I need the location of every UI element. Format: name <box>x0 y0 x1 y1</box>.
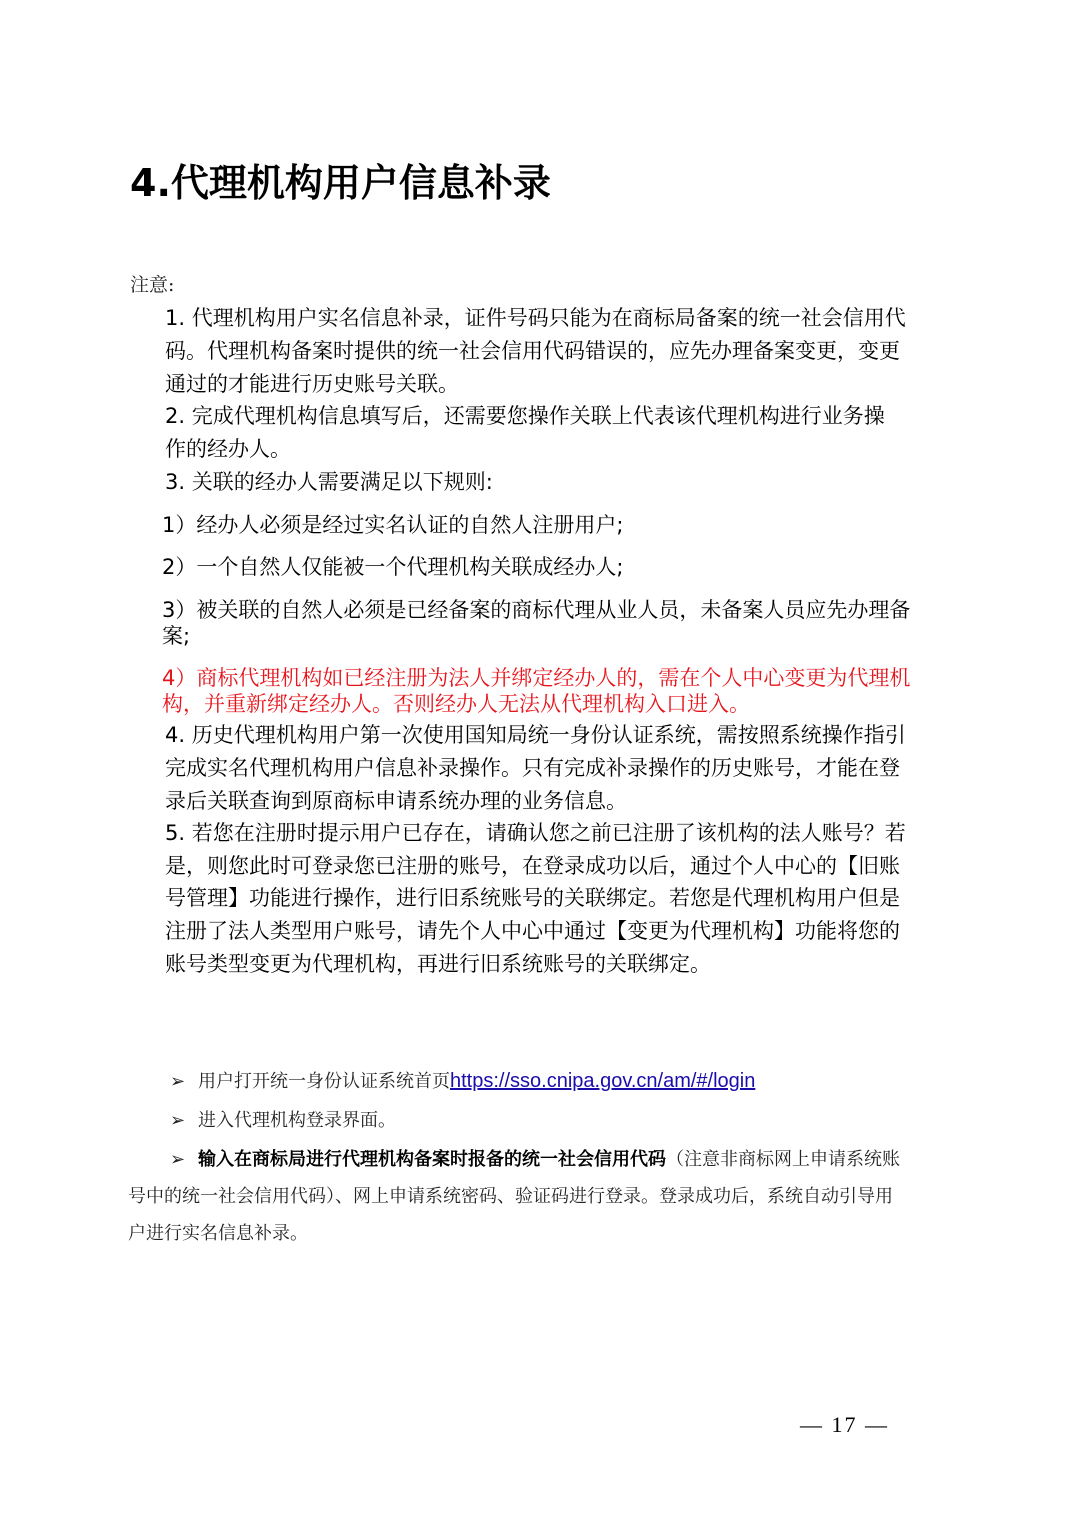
note-5-line: 5. 若您在注册时提示用户已存在，请确认您之前已注册了该机构的法人账号？若 <box>165 821 906 845</box>
sso-login-link[interactable]: https://sso.cnipa.gov.cn/am/#/login <box>450 1070 756 1092</box>
step-1-text: 用户打开统一身份认证系统首页 <box>198 1071 450 1092</box>
arrow-bullet-icon: ➢ <box>170 1110 186 1131</box>
note-1-line: 码。代理机构备案时提供的统一社会信用代码错误的，应先办理备案变更，变更 <box>165 339 900 363</box>
note-1-line: 通过的才能进行历史账号关联。 <box>165 372 459 396</box>
step-1 <box>170 1067 755 1093</box>
note-2-line: 作的经办人。 <box>165 437 291 461</box>
rule-4-line: 构，并重新绑定经办人。否则经办人无法从代理机构入口进入。 <box>162 692 750 716</box>
step-3 <box>170 1145 900 1171</box>
rule-3-line: 3）被关联的自然人必须是已经备案的商标代理从业人员，未备案人员应先办理备 <box>162 598 911 622</box>
rule-4-line: 4）商标代理机构如已经注册为法人并绑定经办人的，需在个人中心变更为代理机 <box>162 666 911 690</box>
note-4-line: 4. 历史代理机构用户第一次使用国知局统一身份认证系统，需按照系统操作指引 <box>165 723 906 747</box>
rule-3-line: 案; <box>162 624 191 648</box>
step-3-line: 号中的统一社会信用代码）、网上申请系统密码、验证码进行登录。登录成功后，系统自动引导用 <box>128 1186 893 1207</box>
note-5-line: 注册了法人类型用户账号，请先个人中心中通过【变更为代理机构】功能将您的 <box>165 919 900 943</box>
note-label: 注意: <box>130 274 175 296</box>
note-5-line: 是，则您此时可登录您已注册的账号，在登录成功以后，通过个人中心的【旧账 <box>165 854 900 878</box>
rule-1: 1）经办人必须是经过实名认证的自然人注册用户; <box>162 513 624 537</box>
arrow-bullet-icon: ➢ <box>170 1071 186 1092</box>
note-2-line: 2. 完成代理机构信息填写后，还需要您操作关联上代表该代理机构进行业务操 <box>165 404 885 428</box>
page-number: — 17 — <box>800 1412 889 1437</box>
note-1-line: 1. 代理机构用户实名信息补录，证件号码只能为在商标局备案的统一社会信用代 <box>165 306 906 330</box>
step-3-line: 户进行实名信息补录。 <box>128 1223 308 1244</box>
step-3-text: （注意非商标网上申请系统账 <box>666 1149 900 1170</box>
step-2-text: 进入代理机构登录界面。 <box>198 1110 396 1131</box>
step-2 <box>170 1106 396 1132</box>
note-5-line: 号管理】功能进行操作，进行旧系统账号的关联绑定。若您是代理机构用户但是 <box>165 886 900 910</box>
note-4-line: 完成实名代理机构用户信息补录操作。只有完成补录操作的历史账号，才能在登 <box>165 756 900 780</box>
rule-2: 2）一个自然人仅能被一个代理机构关联成经办人; <box>162 555 624 579</box>
note-5-line: 账号类型变更为代理机构，再进行旧系统账号的关联绑定。 <box>165 952 711 976</box>
arrow-bullet-icon: ➢ <box>170 1149 186 1170</box>
note-4-line: 录后关联查询到原商标申请系统办理的业务信息。 <box>165 789 627 813</box>
page-title: 4.代理机构用户信息补录 <box>130 161 551 205</box>
note-3: 3. 关联的经办人需要满足以下规则: <box>165 470 493 494</box>
step-3-bold-text: 输入在商标局进行代理机构备案时报备的统一社会信用代码 <box>198 1149 666 1170</box>
